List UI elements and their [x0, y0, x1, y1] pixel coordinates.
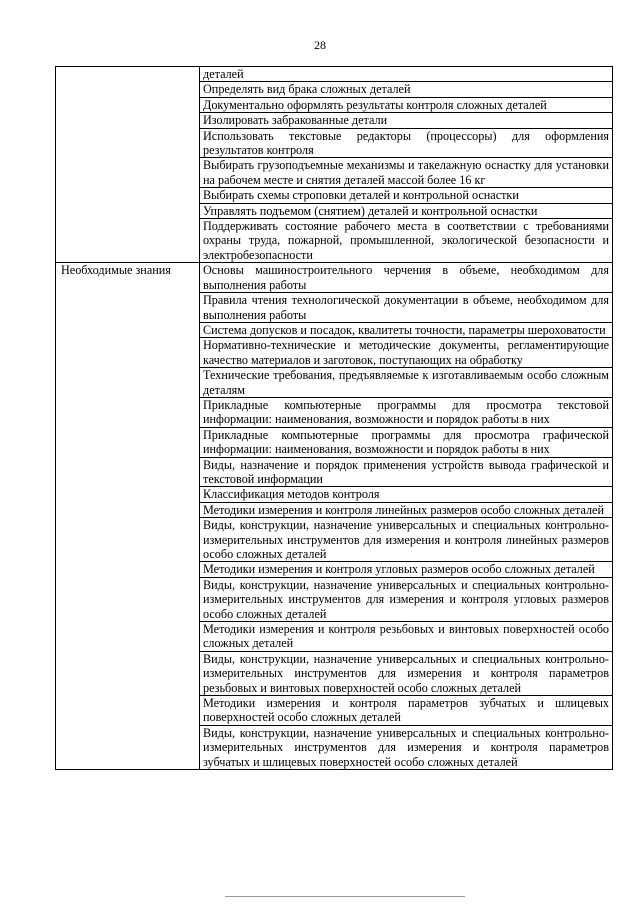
skill-item: Определять вид брака сложных деталей [200, 82, 613, 97]
skill-item: Изолировать забракованные детали [200, 113, 613, 128]
knowledge-item: Методики измерения и контроля линейных размеров особо сложных деталей [200, 502, 613, 517]
knowledge-item: Технические требования, предъявляемые к изготавливаемым особо сложным деталям [200, 368, 613, 398]
skill-item: Выбирать грузоподъемные механизмы и такелажную оснастку для установки на рабочем месте и снятия деталей массой более 16 кг [200, 158, 613, 188]
skill-item: Поддерживать состояние рабочего места в соответствии с требованиями охраны труда, пожарной, промышленной, экологической безопасности и электробезопасности [200, 219, 613, 263]
knowledge-item: Прикладные компьютерные программы для просмотра текстовой информации: наименования, возможности и порядок работы в них [200, 397, 613, 427]
table-row [56, 67, 613, 82]
knowledge-item: Классификация методов контроля [200, 487, 613, 502]
skill-item: Документально оформлять результаты контроля сложных деталей [200, 97, 613, 112]
knowledge-item: Методики измерения и контроля параметров зубчатых и шлицевых поверхностей особо сложных деталей [200, 696, 613, 726]
knowledge-item: Нормативно-технические и методические документы, регламентирующие качество материалов и заготовок, поступающих на обработку [200, 338, 613, 368]
skills-label-cell [56, 67, 200, 263]
skill-item: деталей [200, 67, 613, 82]
knowledge-item: Методики измерения и контроля резьбовых и винтовых поверхностей особо сложных деталей [200, 622, 613, 652]
page-number: 28 [314, 38, 326, 52]
skill-item: Управлять подъемом (снятием) деталей и контрольной оснастки [200, 203, 613, 218]
requirements-table [55, 66, 613, 770]
skill-item: Использовать текстовые редакторы (процессоры) для оформления результатов контроля [200, 128, 613, 158]
knowledge-item: Виды, конструкции, назначение универсальных и специальных контрольно-измерительных инструментов для измерения и контроля угловых размеров особо сложных деталей [200, 577, 613, 621]
knowledge-item: Прикладные компьютерные программы для просмотра графической информации: наименования, возможности и порядок работы в них [200, 427, 613, 457]
knowledge-item: Правила чтения технологической документации в объеме, необходимом для выполнения работы [200, 293, 613, 323]
knowledge-label: Необходимые знания [56, 263, 200, 770]
scan-bottom-rule [225, 896, 465, 897]
knowledge-item: Виды, назначение и порядок применения устройств вывода графической и текстовой информации [200, 457, 613, 487]
knowledge-item: Виды, конструкции, назначение универсальных и специальных контрольно-измерительных инструментов для измерения и контроля линейных размеров особо сложных деталей [200, 518, 613, 562]
knowledge-item: Виды, конструкции, назначение универсальных и специальных контрольно-измерительных инструментов для измерения и контроля параметров резьбовых и винтовых поверхностей особо сложных деталей [200, 651, 613, 695]
knowledge-item: Методики измерения и контроля угловых размеров особо сложных деталей [200, 562, 613, 577]
skill-item: Выбирать схемы строповки деталей и контрольной оснастки [200, 188, 613, 203]
table-row [56, 263, 613, 293]
knowledge-item: Система допусков и посадок, квалитеты точности, параметры шероховатости [200, 322, 613, 337]
knowledge-item: Виды, конструкции, назначение универсальных и специальных контрольно-измерительных инструментов для измерения и контроля параметров зубчатых и шлицевых поверхностей особо сложных деталей [200, 725, 613, 769]
knowledge-item: Основы машиностроительного черчения в объеме, необходимом для выполнения работы [200, 263, 613, 293]
